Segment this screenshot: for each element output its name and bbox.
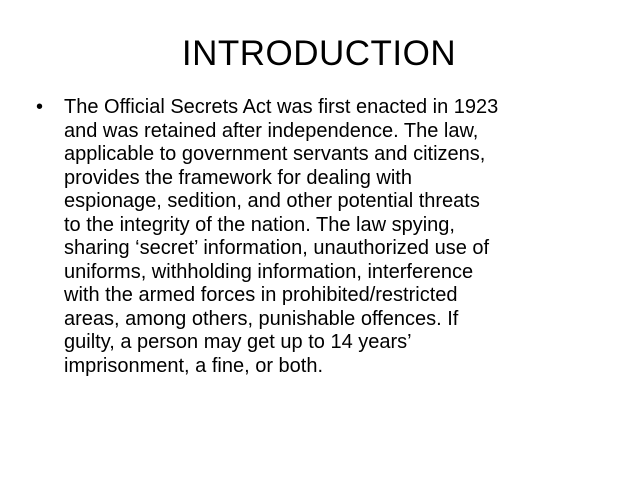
bullet-item bbox=[36, 96, 596, 378]
bullet-text-line: areas, among others, punishable offences. If bbox=[64, 307, 459, 330]
bullet-text-line: and was retained after independence. The law, bbox=[64, 119, 479, 142]
bullet-text-line: sharing ‘secret’ information, unauthorized use of bbox=[64, 237, 490, 259]
bullet-text-line: imprisonment, a fine, or both. bbox=[64, 354, 324, 377]
bullet-text-line: applicable to government servants and citizens, bbox=[64, 143, 486, 165]
slide-title: INTRODUCTION bbox=[181, 34, 457, 73]
bullet-text-line: to the integrity of the nation. The law spying, bbox=[64, 213, 455, 236]
bullet-icon: • bbox=[36, 96, 44, 118]
bullet-list bbox=[36, 96, 596, 378]
bullet-text-line: The Official Secrets Act was first enacted in 1923 bbox=[64, 96, 499, 118]
bullet-text-line: with the armed forces in prohibited/restricted bbox=[64, 284, 458, 306]
bullet-text-line: uniforms, withholding information, interference bbox=[64, 260, 474, 283]
bullet-text-line: espionage, sedition, and other potential threats bbox=[64, 190, 480, 212]
bullet-text-line: provides the framework for dealing with bbox=[64, 166, 412, 189]
bullet-text-line: guilty, a person may get up to 14 years’ bbox=[64, 331, 412, 353]
